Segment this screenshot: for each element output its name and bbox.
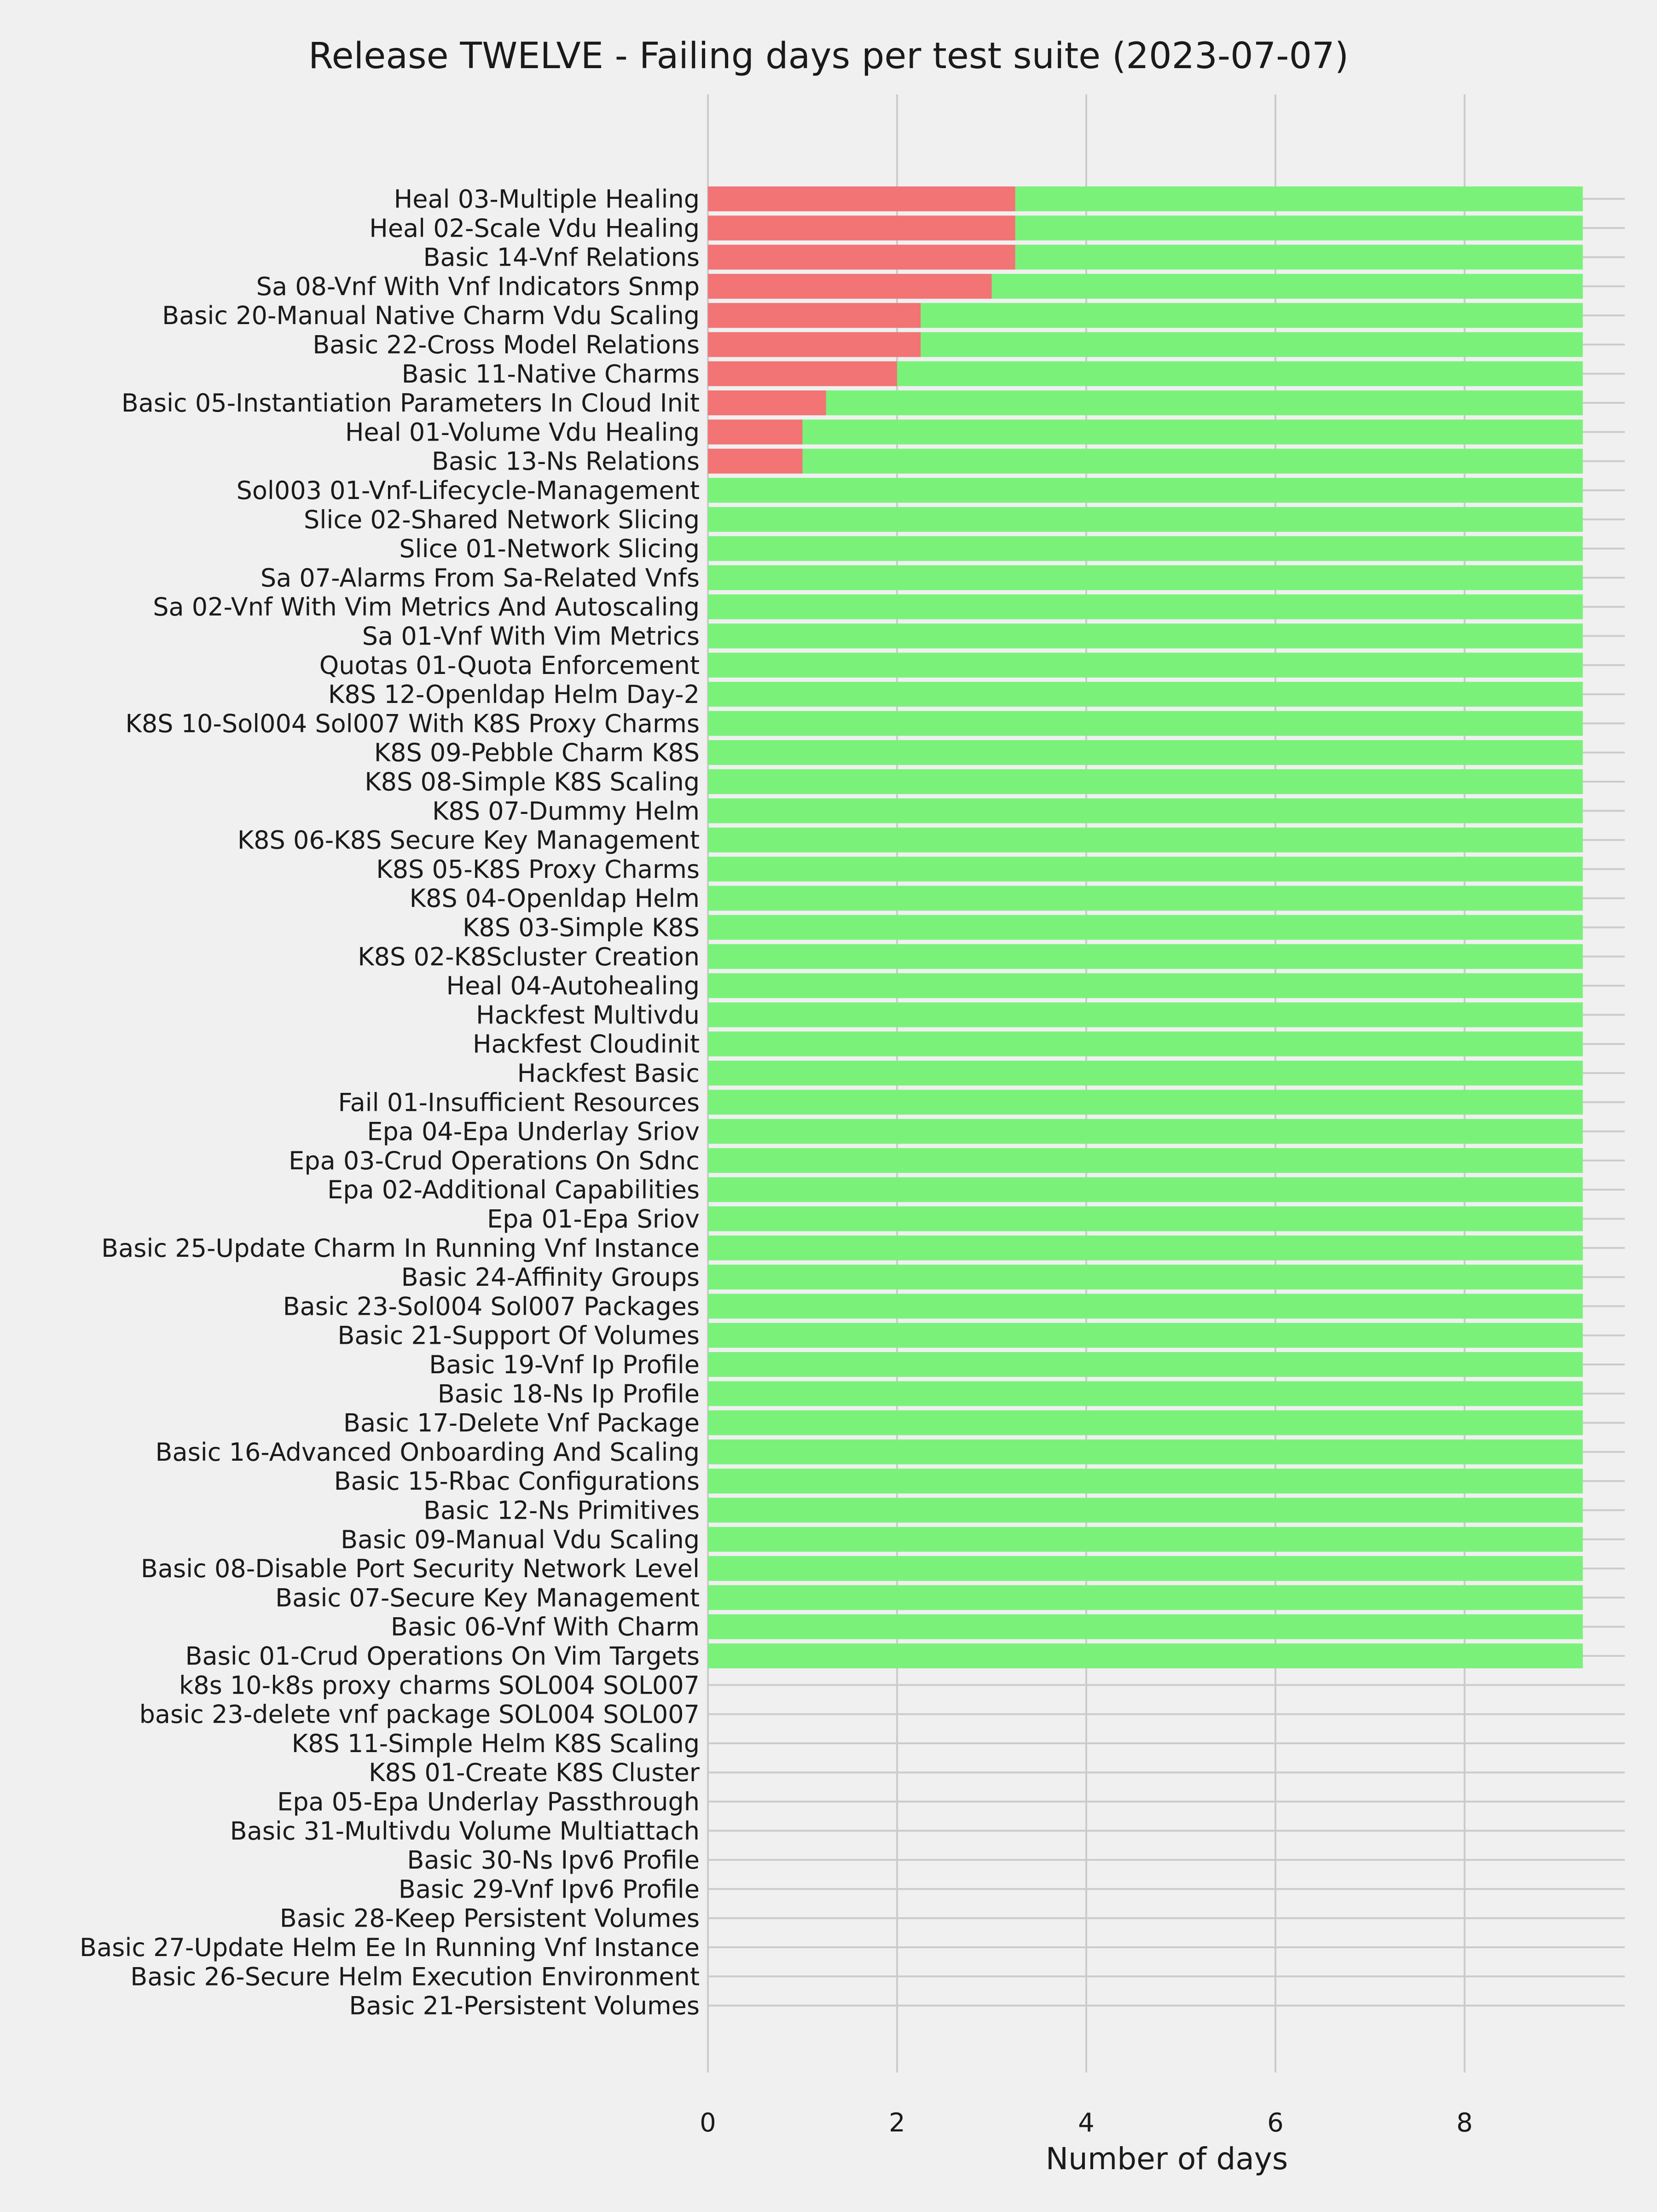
category-label: Basic 25-Update Charm In Running Vnf Instance <box>101 1233 700 1263</box>
bar-passing-days <box>992 274 1583 299</box>
bar-passing-days <box>708 1585 1583 1610</box>
category-label: K8S 03-Simple K8S <box>462 913 700 942</box>
bar-passing-days <box>708 1527 1583 1552</box>
bar-passing-days <box>1015 186 1583 211</box>
category-label: Sol003 01-Vnf-Lifecycle-Management <box>236 476 700 505</box>
bar-passing-days <box>708 653 1583 678</box>
bar-passing-days <box>708 1032 1583 1057</box>
category-label: Basic 22-Cross Model Relations <box>313 330 700 360</box>
bar-passing-days <box>708 507 1583 532</box>
bar-passing-days <box>708 1323 1583 1348</box>
category-label: Sa 02-Vnf With Vim Metrics And Autoscaling <box>153 592 700 622</box>
x-tick-label: 0 <box>700 2108 716 2138</box>
category-label: Basic 07-Secure Key Management <box>275 1583 700 1613</box>
bar-failing-days <box>708 274 992 299</box>
chart-title: Release TWELVE - Failing days per test suite (2023-07-07) <box>308 35 1349 77</box>
bar-passing-days <box>708 915 1583 940</box>
x-tick-label: 8 <box>1456 2108 1473 2138</box>
category-label: Basic 12-Ns Primitives <box>423 1496 700 1525</box>
category-label: basic 23-delete vnf package SOL004 SOL007 <box>139 1700 700 1729</box>
bar-passing-days <box>708 944 1583 969</box>
bar-passing-days <box>708 1498 1583 1523</box>
category-label: Heal 02-Scale Vdu Healing <box>369 214 700 243</box>
bar-passing-days <box>708 1352 1583 1377</box>
category-label: Hackfest Basic <box>517 1059 700 1088</box>
category-label: Basic 09-Manual Vdu Scaling <box>341 1525 700 1554</box>
bar-passing-days <box>708 1294 1583 1318</box>
category-label: Epa 04-Epa Underlay Sriov <box>367 1117 700 1146</box>
x-axis-label: Number of days <box>1045 2141 1288 2177</box>
category-label: Basic 29-Vnf Ipv6 Profile <box>398 1875 700 1904</box>
category-label: Basic 14-Vnf Relations <box>423 243 700 272</box>
category-label: Basic 11-Native Charms <box>401 359 700 389</box>
category-label: Basic 15-Rbac Configurations <box>334 1467 700 1496</box>
bar-passing-days <box>921 303 1583 328</box>
bar-passing-days <box>921 332 1583 357</box>
bar-passing-days <box>897 361 1583 386</box>
category-label: Basic 20-Manual Native Charm Vdu Scaling <box>162 301 700 331</box>
category-label: Basic 28-Keep Persistent Volumes <box>279 1904 700 1933</box>
category-label: Hackfest Cloudinit <box>472 1029 700 1059</box>
bar-passing-days <box>708 886 1583 911</box>
bar-failing-days <box>708 449 803 474</box>
bar-passing-days <box>708 1440 1583 1464</box>
bar-passing-days <box>708 478 1583 503</box>
bar-failing-days <box>708 332 921 357</box>
bar-passing-days <box>803 419 1583 444</box>
bar-passing-days <box>708 1469 1583 1493</box>
bar-passing-days <box>708 740 1583 765</box>
bar-failing-days <box>708 245 1015 270</box>
bar-passing-days <box>708 1090 1583 1115</box>
bar-passing-days <box>708 1556 1583 1581</box>
category-label: Fail 01-Insufficient Resources <box>338 1088 700 1117</box>
bar-passing-days <box>708 1148 1583 1173</box>
bar-passing-days <box>708 1119 1583 1144</box>
category-label: Epa 02-Additional Capabilities <box>327 1175 700 1205</box>
bar-layer <box>708 186 1583 1668</box>
bar-passing-days <box>826 390 1583 415</box>
bar-passing-days <box>708 1236 1583 1260</box>
bar-passing-days <box>708 1411 1583 1435</box>
bar-passing-days <box>708 1061 1583 1086</box>
bar-failing-days <box>708 390 826 415</box>
category-label: K8S 04-Openldap Helm <box>409 884 700 913</box>
category-label: K8S 07-Dummy Helm <box>432 796 700 826</box>
bar-passing-days <box>708 1207 1583 1231</box>
category-label: Basic 08-Disable Port Security Network Level <box>140 1554 700 1584</box>
category-label: Basic 23-Sol004 Sol007 Packages <box>283 1292 700 1321</box>
category-label: Basic 27-Update Helm Ee In Running Vnf Instance <box>80 1933 700 1962</box>
bar-passing-days <box>708 624 1583 649</box>
bar-passing-days <box>1015 215 1583 240</box>
category-label: Sa 08-Vnf With Vnf Indicators Snmp <box>256 272 700 301</box>
bar-passing-days <box>708 798 1583 823</box>
category-label: K8S 11-Simple Helm K8S Scaling <box>291 1729 700 1758</box>
category-label: Basic 06-Vnf With Charm <box>390 1612 700 1642</box>
category-label: K8S 08-Simple K8S Scaling <box>365 767 700 796</box>
bar-passing-days <box>708 565 1583 590</box>
bar-failing-days <box>708 186 1015 211</box>
category-label: Basic 30-Ns Ipv6 Profile <box>407 1846 700 1875</box>
bar-passing-days <box>708 1265 1583 1289</box>
bar-passing-days <box>1015 245 1583 270</box>
category-label: K8S 06-K8S Secure Key Management <box>237 825 700 855</box>
category-label: Slice 01-Network Slicing <box>399 534 700 563</box>
category-label: Heal 04-Autohealing <box>446 971 700 1001</box>
category-label: Basic 26-Secure Helm Execution Environment <box>130 1962 700 1991</box>
x-tick-label: 4 <box>1078 2108 1095 2138</box>
category-label: Epa 05-Epa Underlay Passthrough <box>277 1787 700 1817</box>
category-label: Basic 19-Vnf Ip Profile <box>429 1350 700 1379</box>
category-label: Slice 02-Shared Network Slicing <box>304 505 700 534</box>
category-label: Basic 17-Delete Vnf Package <box>343 1408 700 1438</box>
category-label: Basic 16-Advanced Onboarding And Scaling <box>155 1437 700 1467</box>
bar-passing-days <box>708 682 1583 707</box>
bar-passing-days <box>708 711 1583 736</box>
category-label: K8S 12-Openldap Helm Day-2 <box>328 680 700 709</box>
category-label: Basic 13-Ns Relations <box>431 447 700 476</box>
category-label: Heal 03-Multiple Healing <box>394 185 700 214</box>
category-label: Basic 01-Crud Operations On Vim Targets <box>185 1642 700 1671</box>
category-label: Heal 01-Volume Vdu Healing <box>345 418 700 447</box>
bar-passing-days <box>708 1177 1583 1202</box>
bar-passing-days <box>708 536 1583 561</box>
category-label: K8S 09-Pebble Charm K8S <box>374 738 700 767</box>
category-label: Sa 01-Vnf With Vim Metrics <box>362 621 700 651</box>
category-label: k8s 10-k8s proxy charms SOL004 SOL007 <box>179 1671 700 1700</box>
category-label: Basic 24-Affinity Groups <box>401 1263 700 1292</box>
bar-passing-days <box>708 973 1583 998</box>
bar-passing-days <box>708 857 1583 882</box>
bar-passing-days <box>708 1643 1583 1668</box>
category-label: K8S 01-Create K8S Cluster <box>369 1758 700 1788</box>
category-label: Basic 21-Persistent Volumes <box>349 1991 700 2020</box>
bar-passing-days <box>708 769 1583 794</box>
category-label: K8S 10-Sol004 Sol007 With K8S Proxy Charms <box>125 709 700 738</box>
category-label: Quotas 01-Quota Enforcement <box>319 650 700 680</box>
category-label: Basic 31-Multivdu Volume Multiattach <box>230 1816 700 1846</box>
x-tick-label: 2 <box>889 2108 905 2138</box>
category-label: Hackfest Multivdu <box>476 1000 700 1030</box>
bar-passing-days <box>708 1614 1583 1639</box>
bar-failing-days <box>708 361 897 386</box>
category-label: K8S 02-K8Scluster Creation <box>358 942 700 971</box>
x-tick-label: 6 <box>1267 2108 1284 2138</box>
bar-failing-days <box>708 419 803 444</box>
category-label: Basic 05-Instantiation Parameters In Cloud Init <box>121 389 700 418</box>
bar-failing-days <box>708 303 921 328</box>
category-label: Basic 21-Support Of Volumes <box>337 1321 700 1350</box>
category-label: Sa 07-Alarms From Sa-Related Vnfs <box>260 563 700 592</box>
category-label: Epa 01-Epa Sriov <box>487 1204 700 1234</box>
bar-passing-days <box>708 1381 1583 1406</box>
bar-passing-days <box>803 449 1583 474</box>
bar-failing-days <box>708 215 1015 240</box>
bar-passing-days <box>708 828 1583 853</box>
bar-passing-days <box>708 1002 1583 1027</box>
bar-passing-days <box>708 594 1583 619</box>
category-label: Epa 03-Crud Operations On Sdnc <box>289 1146 700 1175</box>
category-label: K8S 05-K8S Proxy Charms <box>376 854 700 884</box>
category-label: Basic 18-Ns Ip Profile <box>437 1379 700 1409</box>
